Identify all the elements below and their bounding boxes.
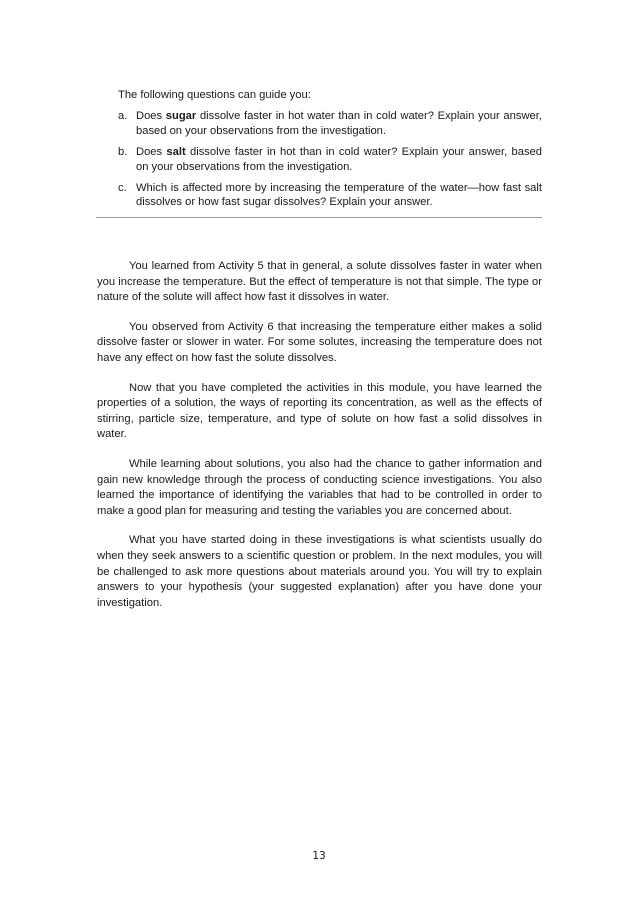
question-text-pre: Does xyxy=(136,145,167,158)
paragraph: You learned from Activity 5 that in general, a solute dissolves faster in water when you increase the temperature. But the effect of temperature is not that simple. The type or nature of the solute will affect how fast it dissolves in water. xyxy=(97,260,542,304)
question-text-post: dissolve faster in hot than in cold water? Explain your answer, based on your observations from the investigation. xyxy=(136,145,542,173)
paragraph: While learning about solutions, you also had the chance to gather information and gain new knowledge through the process of conducting science investigations. You also learned the importance of identifying the variables that had to be controlled in order to make a good plan for measuring and testing the variables you are concerned about. xyxy=(97,457,542,517)
question-keyword: salt xyxy=(166,145,186,158)
question-c xyxy=(118,181,542,211)
question-text-pre: Which is affected more by increasing the temperature of the water—how fast salt dissolves or how fast sugar dissolves? Explain your answer. xyxy=(136,181,542,209)
question-letter: b. xyxy=(118,145,128,158)
section-divider xyxy=(96,217,542,218)
question-b xyxy=(118,145,542,175)
guide-intro: The following questions can guide you: xyxy=(118,89,311,101)
question-text-pre: Does xyxy=(136,109,166,122)
question-text-post: dissolve faster in hot water than in cold water? Explain your answer, based on your observations from the investigation. xyxy=(136,109,542,137)
guide-questions-box xyxy=(118,88,542,216)
question-letter: c. xyxy=(118,181,127,194)
question-a xyxy=(118,109,542,139)
paragraph: What you have started doing in these investigations is what scientists usually do when they seek answers to a scientific question or problem. In the next modules, you will be challenged to ask more questions about materials around you. You will try to explain answers to your hypothesis (your suggested explanation) after you have done your investigation. xyxy=(97,534,542,609)
question-list xyxy=(118,109,542,210)
question-letter: a. xyxy=(118,109,128,122)
page-number: 13 xyxy=(312,850,326,862)
body-text xyxy=(97,259,542,625)
paragraph: You observed from Activity 6 that increasing the temperature either makes a solid dissolve faster or slower in water. For some solutes, increasing the temperature does not have any effect on how fast the solute dissolves. xyxy=(97,320,542,364)
paragraph: Now that you have completed the activities in this module, you have learned the properties of a solution, the ways of reporting its concentration, as well as the effects of stirring, particle size, temperature, and type of solute on how fast a solid dissolves in water. xyxy=(97,381,542,441)
question-keyword: sugar xyxy=(165,109,197,122)
